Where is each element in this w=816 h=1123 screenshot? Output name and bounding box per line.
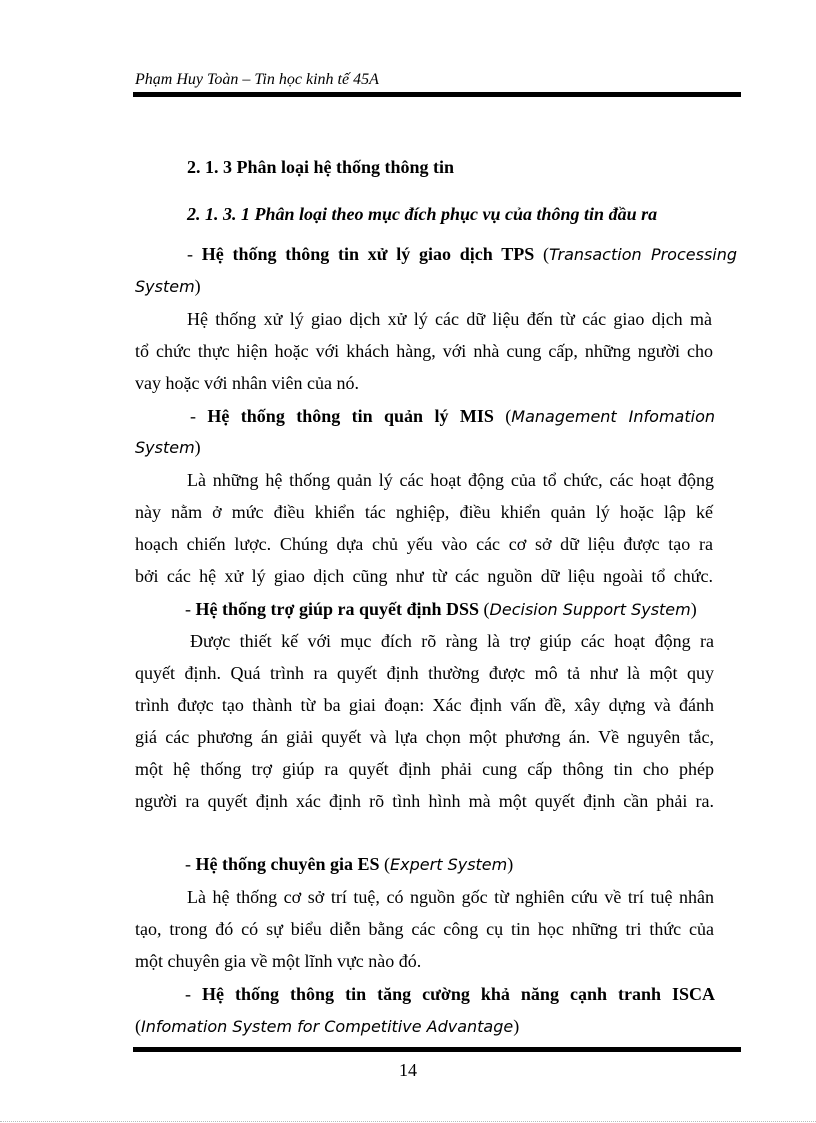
mis-para-line: hoạch chiến lược. Chúng dựa chủ yếu vào các cơ sở dữ liệu được tạo ra [135, 534, 713, 554]
es-title: Hệ thống chuyên gia ES [195, 854, 380, 874]
mis-title: Hệ thống thông tin quản lý MIS [207, 406, 494, 426]
paren-close: ) [194, 437, 201, 457]
section-heading: 2. 1. 3 Phân loại hệ thống thông tin [187, 157, 455, 177]
dss-para-line: trình được tạo thành từ ba giai đoạn: Xác định vấn đề, xây dựng và đánh [135, 695, 714, 715]
header-rule [133, 92, 741, 97]
es-para-line: Là hệ thống cơ sở trí tuệ, có nguồn gốc từ nghiên cứu về trí tuệ nhân [187, 887, 714, 907]
dss-para-line: Được thiết kế với mục đích rõ ràng là trợ giúp các hoạt động ra [190, 631, 714, 651]
subsection-heading: 2. 1. 3. 1 Phân loại theo mục đích phục vụ của thông tin đầu ra [187, 204, 658, 224]
es-para-line: tạo, trong đó có sự biểu diễn bằng các công cụ tin học những tri thức của [135, 919, 714, 939]
isca-item-heading [185, 983, 715, 1005]
mis-para-line: bởi các hệ xử lý giao dịch cũng như từ các nguồn dữ liệu ngoài tổ chức. [135, 566, 713, 586]
mis-english-term: Management Infomation [511, 407, 716, 426]
isca-title: Hệ thống thông tin tăng cường khả năng cạnh tranh ISCA [202, 984, 716, 1004]
isca-english-term: Infomation System for Competitive Advantage [141, 1017, 514, 1036]
footer-rule [133, 1047, 741, 1052]
page-header: Phạm Huy Toàn – Tin học kinh tế 45A [135, 71, 379, 88]
mis-para-line: Là những hệ thống quản lý các hoạt động của tổ chức, các hoạt động [187, 470, 714, 490]
es-para-line: một chuyên gia về một lĩnh vực nào đó. [135, 951, 422, 971]
dss-title: Hệ thống trợ giúp ra quyết định DSS [195, 599, 480, 619]
page-boundary [0, 1121, 816, 1122]
es-item-heading [185, 853, 513, 876]
tps-title: Hệ thống thông tin xử lý giao dịch TPS [201, 244, 535, 264]
dss-para-line: một hệ thống trợ giúp ra quyết định phải cung cấp thông tin cho phép [135, 759, 714, 779]
tps-english-term-cont: System [135, 277, 195, 296]
paren-close: ) [690, 599, 697, 619]
mis-para-line: này nằm ở mức điều khiển tác nghiệp, điều khiển quản lý hoặc lập kế [135, 502, 713, 522]
bullet-dash: - [185, 984, 191, 1004]
dss-para-line: người ra quyết định xác định rõ tình hình mà một quyết định cần phải ra. [135, 791, 714, 811]
mis-item-heading-cont [135, 436, 201, 459]
paren-open: ( [135, 1016, 141, 1036]
bullet-dash: - [190, 406, 196, 426]
dss-para-line: giá các phương án giải quyết và lựa chọn một phương án. Về nguyên tắc, [135, 727, 714, 747]
paren-close: ) [507, 854, 514, 874]
dss-english-term: Decision Support System [489, 600, 691, 619]
tps-item-heading [187, 243, 737, 266]
paren-close: ) [513, 1016, 520, 1036]
paren-close: ) [194, 276, 201, 296]
paren-open: ( [505, 406, 512, 426]
mis-item-heading [190, 405, 715, 428]
tps-para-line: tổ chức thực hiện hoặc với khách hàng, với nhà cung cấp, những người cho [135, 341, 713, 361]
paren-open: ( [483, 599, 490, 619]
mis-english-term-cont: System [135, 438, 195, 457]
tps-para-line: Hệ thống xử lý giao dịch xử lý các dữ liệu đến từ các giao dịch mà [187, 309, 712, 329]
dss-para-line: quyết định. Quá trình ra quyết định thường được mô tả như là một quy [135, 663, 714, 683]
bullet-dash: - [185, 599, 191, 619]
tps-para-line: vay hoặc với nhân viên của nó. [135, 373, 359, 393]
tps-item-heading-cont [135, 275, 201, 298]
dss-item-heading [185, 598, 697, 621]
page-number: 14 [399, 1060, 417, 1080]
isca-item-heading-cont [135, 1015, 519, 1038]
es-english-term: Expert System [390, 855, 508, 874]
tps-english-term: Transaction Processing [548, 245, 738, 264]
bullet-dash: - [185, 854, 191, 874]
bullet-dash: - [187, 244, 193, 264]
paren-open: ( [384, 854, 391, 874]
paren-open: ( [542, 244, 549, 264]
